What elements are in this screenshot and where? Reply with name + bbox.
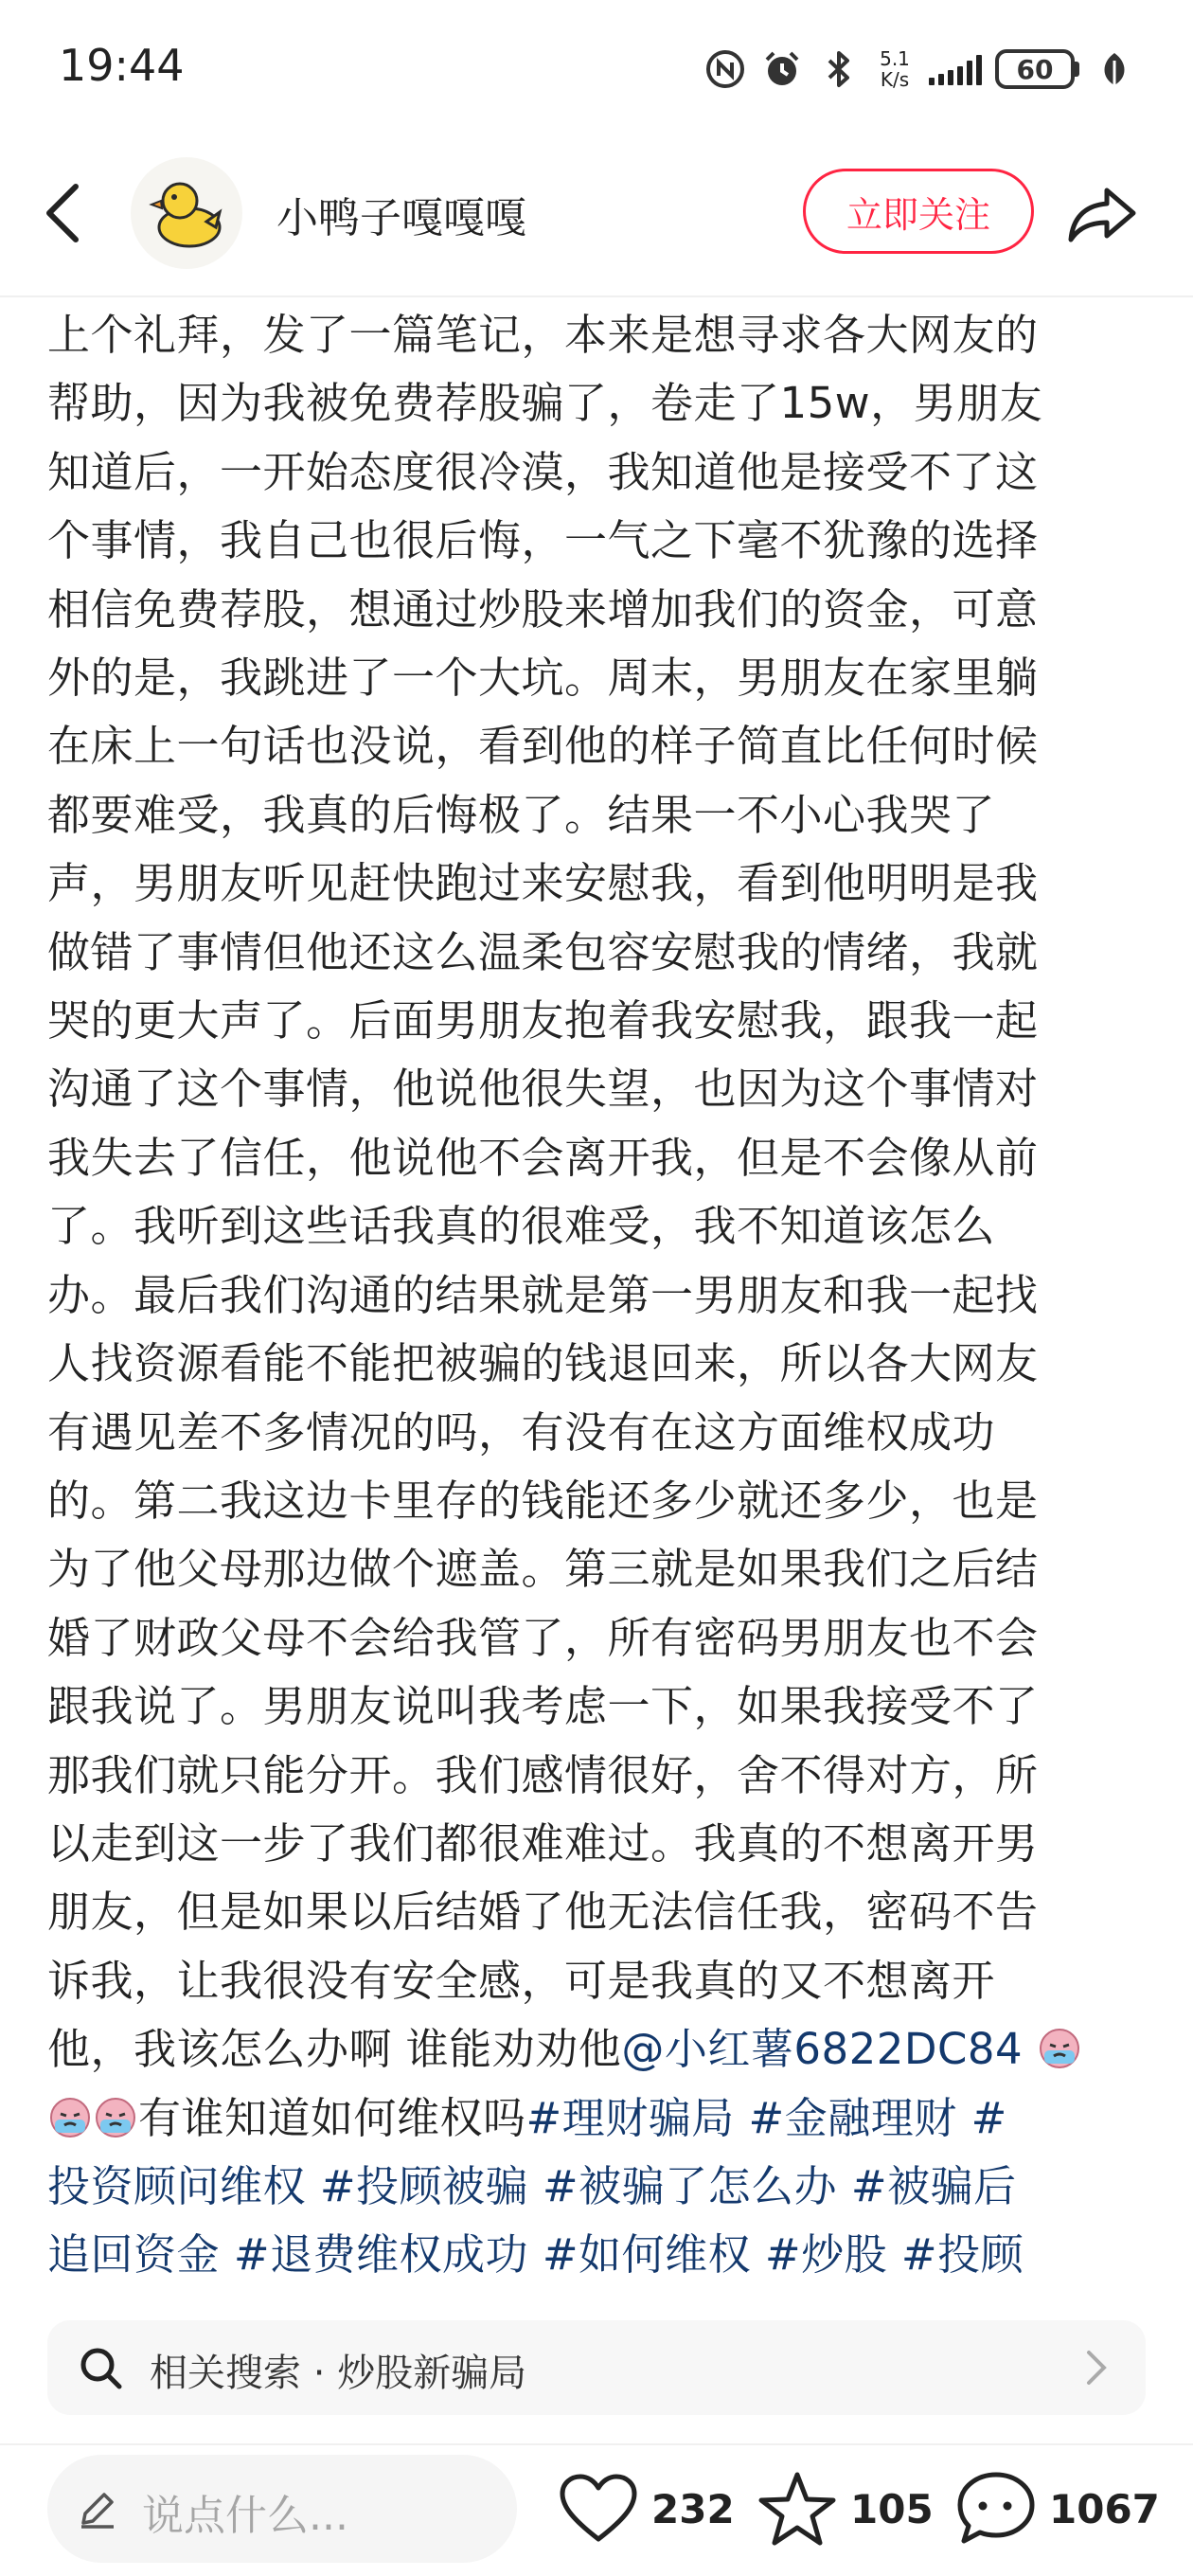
note-line: 上个礼拜，发了一篇笔记，本来是想寻求各大网友的 [47, 310, 1039, 360]
hashtag-link[interactable]: 追回资金 [47, 2229, 221, 2281]
status-icons [703, 44, 1136, 95]
status-time: 19:44 [59, 40, 185, 91]
like-button[interactable] [559, 2468, 735, 2549]
note-line: 知道后，一开始态度很冷漠，我知道他是接受不了这 [47, 446, 1039, 497]
battery-level: 60 [1016, 53, 1054, 85]
collect-count: 105 [850, 2485, 934, 2532]
note-line-tags [47, 2153, 1146, 2221]
collect-button[interactable] [757, 2468, 934, 2549]
note-line: 朋友，但是如果以后结婚了他无法信任我，密码不告 [47, 1887, 1039, 1938]
comment-input[interactable] [47, 2455, 517, 2563]
note-line-tags [47, 2221, 1146, 2289]
hashtag-link[interactable]: #被骗了怎么办 [542, 2160, 838, 2211]
note-line: 婚了财政父母不会给我管了，所有密码男朋友也不会 [47, 1612, 1039, 1663]
net-speed-unit: K/s [880, 68, 910, 91]
note-line: 声，男朋友听见赶快跑过来安慰我，看到他明明是我 [47, 858, 1039, 909]
note-text: 有谁知道如何维权吗 [138, 2092, 526, 2143]
hashtag-link[interactable]: #理财骗局 [525, 2092, 735, 2143]
back-button[interactable] [34, 180, 91, 246]
status-bar [0, 0, 1193, 142]
network-speed [874, 48, 916, 90]
note-line: 个事情，我自己也很后悔，一气之下毫不犹豫的选择 [47, 515, 1039, 566]
follow-button[interactable]: 立即关注 [803, 169, 1034, 254]
hashtag-link[interactable]: # [970, 2092, 1007, 2143]
note-header [0, 152, 1193, 275]
note-line: 做错了事情但他还这么温柔包容安慰我的情绪，我就 [47, 926, 1039, 977]
hashtag-link[interactable]: #金融理财 [748, 2092, 957, 2143]
hashtag-link[interactable]: #如何维权 [542, 2229, 752, 2281]
hashtag-link[interactable]: #炒股 [764, 2229, 888, 2281]
crying-emoji-icon [47, 2095, 93, 2140]
header-divider [0, 295, 1193, 297]
comment-button[interactable] [956, 2468, 1160, 2549]
author-name[interactable]: 小鸭子嘎嘎嘎 [276, 194, 526, 242]
share-icon [1067, 185, 1137, 243]
pencil-icon [76, 2487, 119, 2531]
battery-icon [995, 49, 1079, 89]
note-line: 哭的更大声了。后面男朋友抱着我安慰我，跟我一起 [47, 995, 1039, 1046]
like-count: 232 [651, 2485, 735, 2532]
note-line: 了。我听到这些话我真的很难受，我不知道该怎么 [47, 1201, 996, 1252]
note-line: 人找资源看能不能把被骗的钱退回来，所以各大网友 [47, 1338, 1039, 1389]
note-line: 外的是，我跳进了一个大坑。周末，男朋友在家里躺 [47, 653, 1039, 704]
note-line: 我失去了信任，他说他不会离开我，但是不会像从前 [47, 1132, 1039, 1183]
share-button[interactable] [1064, 178, 1140, 250]
search-icon [78, 2345, 125, 2392]
chevron-right-icon [1085, 2349, 1108, 2387]
crying-emoji-icon [1037, 2026, 1082, 2071]
hashtag-link[interactable]: #投顾 [900, 2229, 1024, 2281]
net-speed-value: 5.1 [880, 47, 910, 70]
note-line-tags [47, 2084, 1146, 2153]
note-line: 沟通了这个事情，他说他很失望，也因为这个事情对 [47, 1064, 1039, 1115]
note-line-mention [47, 2015, 1146, 2084]
note-line: 以走到这一步了我们都很难难过。我真的不想离开男 [47, 1817, 1039, 1869]
note-line: 有遇见差不多情况的吗，有没有在这方面维权成功 [47, 1406, 996, 1458]
note-line: 都要难受，我真的后悔极了。结果一不小心我哭了 [47, 789, 996, 840]
comment-placeholder: 说点什么... [142, 2492, 348, 2540]
note-line: 在床上一句话也没说，看到他的样子简直比任何时候 [47, 721, 1039, 772]
note-line: 办。最后我们沟通的结果就是第一男朋友和我一起找 [47, 1269, 1039, 1320]
note-line: 帮助，因为我被免费荐股骗了，卷走了15w，男朋友 [47, 378, 1043, 429]
user-mention-link[interactable]: @小红薯6822DC84 [621, 2024, 1024, 2075]
avatar[interactable] [131, 157, 242, 269]
duck-avatar-icon [148, 174, 225, 252]
note-line: 为了他父母那边做个遮盖。第三就是如果我们之后结 [47, 1544, 1039, 1595]
note-line: 的。第二我这边卡里存的钱能还多少就还多少，也是 [47, 1475, 1039, 1526]
note-line: 相信免费荐股，想通过炒股来增加我们的资金，可意 [47, 583, 1039, 635]
crying-emoji-icon [93, 2095, 138, 2140]
hashtag-link[interactable]: #投顾被骗 [319, 2160, 529, 2211]
signal-icon [929, 53, 982, 85]
note-text: 他，我该怎么办啊 谁能劝劝他 [47, 2024, 622, 2075]
comment-count: 1067 [1049, 2485, 1160, 2532]
heart-icon [559, 2473, 638, 2545]
hashtag-link[interactable]: 投资顾问维权 [47, 2160, 307, 2211]
nfc-icon [703, 47, 747, 91]
back-icon [44, 183, 81, 243]
note-line: 跟我说了。男朋友说叫我考虑一下，如果我接受不了 [47, 1681, 1039, 1732]
bluetooth-icon [817, 47, 861, 91]
note-content [47, 301, 1146, 2290]
alarm-icon [760, 47, 804, 91]
star-icon [757, 2471, 837, 2547]
bottom-action-bar [0, 2445, 1193, 2576]
related-search-label: 相关搜索 · 炒股新骗局 [150, 2352, 527, 2395]
hashtag-link[interactable]: #被骗后 [850, 2160, 1017, 2211]
comment-bubble-icon [956, 2471, 1036, 2547]
leaf-icon [1093, 47, 1136, 91]
note-line: 那我们就只能分开。我们感情很好，舍不得对方，所 [47, 1749, 1039, 1800]
related-search-bar[interactable] [47, 2320, 1146, 2415]
hashtag-link[interactable]: #退费维权成功 [233, 2229, 529, 2281]
note-line: 诉我，让我很没有安全感，可是我真的又不想离开 [47, 1955, 996, 2006]
